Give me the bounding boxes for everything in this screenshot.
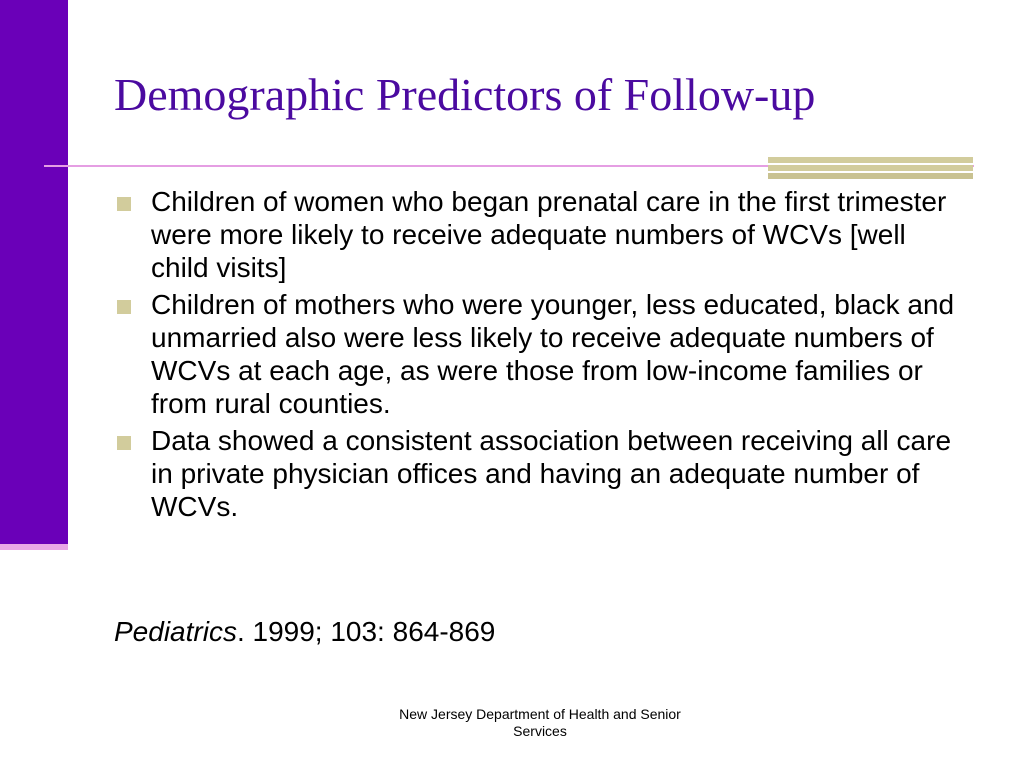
decorative-stripes (768, 157, 973, 179)
decorative-stripe (768, 165, 973, 171)
bullet-text: Children of women who began prenatal care in the first trimester were more likely to receive adequate numbers of WCVs [well child visits] (151, 186, 947, 283)
footer (380, 706, 700, 740)
bullet-item (114, 185, 964, 284)
decorative-stripe (768, 157, 973, 163)
decorative-stripe (768, 173, 973, 179)
slide-title: Demographic Predictors of Follow-up (114, 69, 816, 120)
square-bullet-icon (117, 300, 131, 314)
square-bullet-icon (117, 436, 131, 450)
bullet-text: Data showed a consistent association between receiving all care in private physician offices and having an adequate number of WCVs. (151, 425, 952, 522)
bullet-text: Children of mothers who were younger, less educated, black and unmarried also were less likely to receive adequate numbers of WCVs at each age, as were those from low-income families or from rural counties. (151, 289, 955, 419)
square-bullet-icon (117, 197, 131, 211)
citation-journal: Pediatrics (114, 616, 237, 647)
left-accent-bar (0, 0, 68, 544)
footer-line-2: Services (513, 723, 567, 739)
footer-line-1: New Jersey Department of Health and Senior (399, 706, 681, 722)
bullet-item (114, 288, 964, 420)
left-accent-bar-edge (0, 544, 68, 550)
bullet-list (114, 185, 964, 527)
bullet-item (114, 424, 964, 523)
citation (114, 615, 495, 648)
citation-details: . 1999; 103: 864-869 (236, 616, 496, 647)
